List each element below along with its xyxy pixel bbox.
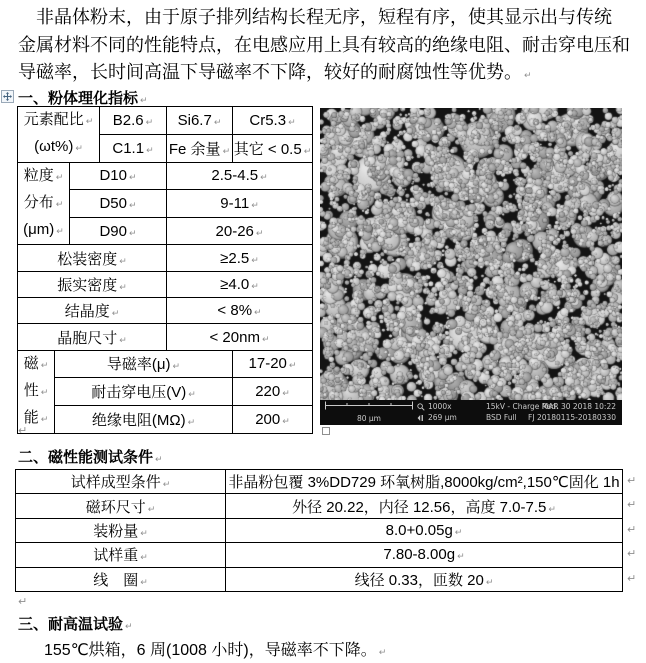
field-width-value: 269 μm — [428, 413, 457, 422]
file-id-value: FJ 20180115-20180330 — [528, 413, 616, 422]
end-mark: ↵ — [128, 172, 137, 183]
table-cell — [18, 107, 100, 163]
cell-text: (ωt%) ↵ — [34, 138, 83, 156]
end-mark: ↵ — [188, 389, 196, 400]
end-mark: ↵ — [146, 144, 154, 155]
paragraph-mark: ↵ — [18, 425, 28, 437]
end-mark: ↵ — [485, 576, 494, 587]
end-mark: ↵ — [140, 527, 148, 538]
intro-paragraph — [18, 4, 640, 90]
end-mark: ↵ — [119, 255, 127, 266]
row-end-mark: ↵ — [627, 523, 637, 536]
table-cell: 17-20 ↵ — [233, 350, 313, 378]
sem-micrograph — [320, 108, 622, 400]
end-mark: ↵ — [187, 416, 196, 427]
end-mark: ↵ — [282, 415, 290, 426]
table-cell: 其它 < 0.5 ↵ — [233, 134, 313, 162]
magnification-value: 1000x — [428, 402, 452, 411]
table-cell: 振实密度 ↵ — [18, 271, 167, 297]
table-cell: D10 ↵ — [70, 162, 167, 190]
table-move-handle[interactable] — [1, 90, 14, 103]
end-mark: ↵ — [172, 361, 181, 372]
row-end-mark: ↵ — [627, 499, 637, 512]
cell-text: 磁 ↵ — [23, 354, 49, 372]
table-cell: 8.0+0.05g ↵ — [226, 518, 623, 542]
end-mark: ↵ — [251, 200, 259, 211]
voltage-value: 15kV - Charge Red. — [486, 402, 559, 411]
stamp-block — [528, 401, 616, 423]
end-mark: ↵ — [111, 308, 120, 319]
object-anchor-square — [322, 427, 330, 435]
intro-line: 导磁率，长时间高温下导磁率不下降，较好的耐腐蚀性等优势。 ↵ — [18, 62, 532, 83]
end-mark: ↵ — [55, 198, 64, 209]
table-cell: Cr5.3 ↵ — [233, 107, 313, 135]
row-end-mark: ↵ — [627, 475, 637, 487]
end-mark: ↵ — [128, 227, 137, 238]
physicochemical-table — [17, 106, 313, 434]
table-cell: 200 ↵ — [233, 405, 313, 433]
table-cell: 外径 20.22，内径 12.56，高度 7.0-7.5 ↵ — [226, 494, 623, 518]
table-cell: 试样成型条件 ↵ — [16, 470, 226, 494]
end-mark: ↵ — [155, 454, 163, 464]
table-cell: 2.5-4.5 ↵ — [167, 162, 313, 190]
end-mark: ↵ — [128, 200, 137, 211]
table-cell: < 8% ↵ — [167, 298, 313, 324]
row-end-mark: ↵ — [627, 548, 637, 561]
end-mark: ↵ — [119, 281, 127, 292]
end-mark: ↵ — [261, 333, 270, 344]
end-mark: ↵ — [457, 551, 465, 562]
end-mark: ↵ — [55, 171, 64, 182]
cell-text: 性 ↵ — [23, 381, 49, 399]
intro-line: 非晶体粉末，由于原子排列结构长程无序，短程有序，使其显示出与传统 — [36, 7, 612, 27]
end-mark: ↵ — [40, 386, 49, 397]
end-mark: ↵ — [254, 307, 262, 318]
table-cell: Fe 余量 ↵ — [167, 134, 233, 162]
table-cell: 松装密度 ↵ — [18, 245, 167, 271]
table-cell — [18, 162, 70, 245]
table-cell: 9-11 ↵ — [167, 190, 313, 218]
end-mark: ↵ — [255, 227, 264, 238]
table-cell: 线 圈 ↵ — [16, 567, 226, 591]
end-mark: ↵ — [85, 116, 94, 126]
table-cell: 结晶度 ↵ — [18, 298, 167, 324]
row-end-marks — [627, 469, 636, 591]
end-mark: ↵ — [119, 334, 127, 345]
end-mark: ↵ — [251, 280, 259, 291]
end-mark: ↵ — [162, 479, 171, 490]
sem-info-bar — [320, 400, 622, 425]
magnification-block — [417, 401, 457, 423]
field-width-icon — [417, 414, 425, 422]
end-mark: ↵ — [40, 359, 49, 370]
end-mark: ↵ — [303, 145, 312, 156]
paragraph-mark: ↵ — [18, 596, 28, 608]
end-mark: ↵ — [548, 503, 556, 514]
section3-body: 155℃烘箱，6 周(1008 小时)，导磁率不下降。 ↵ — [44, 642, 387, 659]
scale-bar — [325, 401, 413, 424]
cell-text: 能 ↵ — [23, 409, 49, 427]
end-mark: ↵ — [75, 143, 83, 154]
cell-text: (μm) ↵ — [23, 221, 64, 239]
end-mark: ↵ — [454, 526, 463, 537]
end-mark: ↵ — [213, 116, 222, 127]
scale-label: 80 μm — [356, 414, 381, 423]
end-mark: ↵ — [288, 116, 296, 127]
table-cell: 试样重 ↵ — [16, 543, 226, 567]
row-end-mark: ↵ — [627, 572, 637, 585]
end-mark: ↵ — [251, 254, 259, 265]
table-cell: Si6.7 ↵ — [167, 107, 233, 135]
end-mark: ↵ — [56, 226, 64, 237]
table-cell: 晶胞尺寸 ↵ — [18, 324, 167, 350]
end-mark: ↵ — [40, 414, 49, 425]
table-cell: D90 ↵ — [70, 217, 167, 245]
end-mark: ↵ — [140, 576, 148, 587]
table-cell — [18, 350, 55, 433]
cell-text: 元素配比 ↵ — [23, 111, 94, 128]
end-mark: ↵ — [378, 647, 387, 657]
test-conditions-table — [15, 469, 623, 592]
end-mark: ↵ — [288, 360, 297, 371]
table-cell: 线径 0.33，匝数 20 ↵ — [226, 567, 623, 591]
end-mark: ↵ — [260, 172, 268, 183]
table-cell: 非晶粉包覆 3%DD729 环氧树脂,8000kg/cm²,150℃固化 1h — [226, 470, 623, 494]
end-mark: ↵ — [145, 116, 154, 127]
end-mark: ↵ — [282, 388, 290, 399]
end-mark: ↵ — [125, 621, 133, 631]
section3-heading: 三、耐高温试验 ↵ — [18, 616, 133, 633]
table-cell: 220 ↵ — [233, 378, 313, 406]
datetime-value: MAR 30 2018 10:22 — [541, 402, 616, 411]
cell-text: 分布 ↵ — [23, 193, 64, 211]
table-cell: 装粉量 ↵ — [16, 518, 226, 542]
end-mark: ↵ — [140, 552, 148, 563]
table-cell: 耐击穿电压(V) ↵ — [55, 378, 233, 406]
magnifier-icon — [417, 403, 425, 411]
table-cell: 7.80-8.00g ↵ — [226, 543, 623, 567]
end-mark: ↵ — [524, 70, 532, 81]
table-cell: C1.1 ↵ — [100, 134, 167, 162]
end-mark: ↵ — [140, 95, 148, 105]
scale-bar-icon — [325, 401, 413, 410]
move-arrows-icon — [3, 92, 12, 101]
table-cell: B2.6 ↵ — [100, 107, 167, 135]
intro-line: 金属材料不同的性能特点，在电感应用上具有较高的绝缘电阻、耐击穿电压和 — [18, 34, 630, 55]
detector-value: BSD Full — [486, 413, 517, 422]
table-cell: 20-26 ↵ — [167, 217, 313, 245]
cell-text: 粒度 ↵ — [23, 166, 64, 184]
table-cell: < 20nm ↵ — [167, 324, 313, 350]
end-mark: ↵ — [147, 503, 156, 514]
section1-heading: 一、粉体理化指标 ↵ — [18, 90, 148, 107]
table-cell: 磁环尺寸 ↵ — [16, 494, 226, 518]
table-cell: D50 ↵ — [70, 190, 167, 218]
section2-heading: 二、磁性能测试条件 ↵ — [18, 449, 163, 466]
sem-image[interactable] — [320, 108, 622, 425]
table-cell: ≥4.0 ↵ — [167, 271, 313, 297]
table-cell: 导磁率(μ) ↵ — [55, 350, 233, 378]
table-cell: ≥2.5 ↵ — [167, 245, 313, 271]
end-mark: ↵ — [222, 145, 231, 156]
table-cell: 绝缘电阻(MΩ) ↵ — [55, 405, 233, 433]
